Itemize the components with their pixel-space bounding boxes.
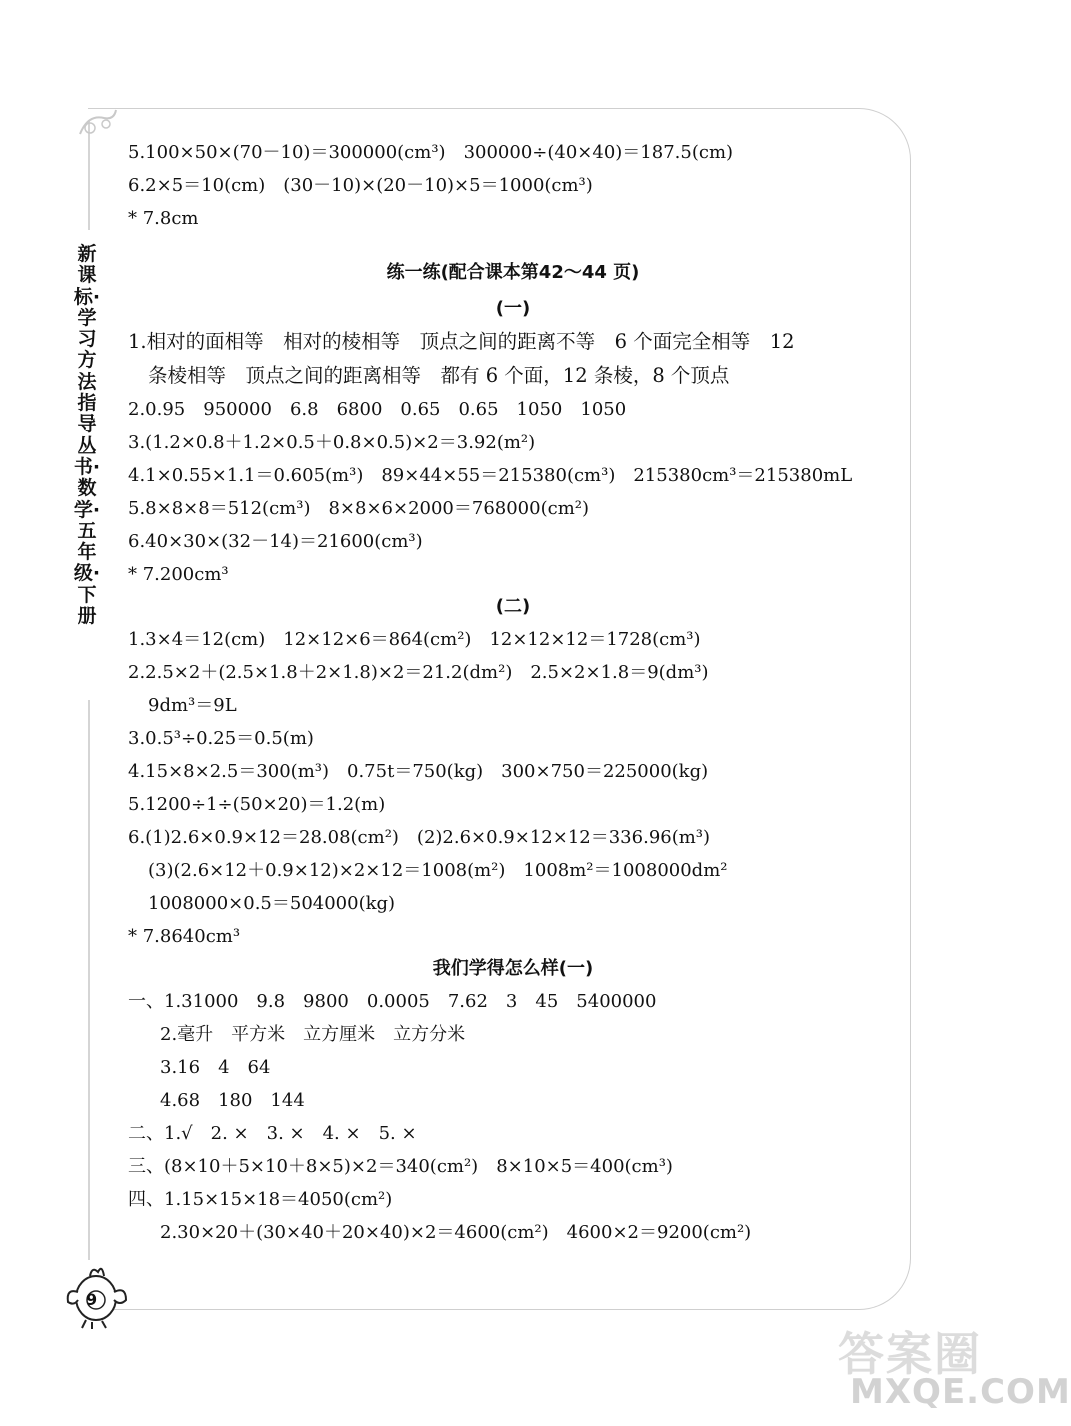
- corner-doodle-icon: [74, 104, 122, 144]
- page-number: 9: [86, 1290, 98, 1309]
- section-title: 我们学得怎么样(一): [432, 958, 594, 979]
- watermark-logo: 答案圈: [838, 1327, 982, 1381]
- answer-line: 6.40×30×(32－14)＝21600(cm³): [128, 531, 423, 552]
- answer-line: 3.16 4 64: [160, 1057, 271, 1078]
- left-rule-bottom: [88, 700, 90, 1260]
- answer-line: 5.1200÷1÷(50×20)＝1.2(m): [128, 794, 386, 815]
- answer-line: 5.8×8×8＝512(cm³) 8×8×6×2000＝768000(cm²): [128, 498, 589, 519]
- subsection-title: (二): [495, 596, 531, 617]
- answer-line: 4.68 180 144: [160, 1090, 305, 1111]
- answer-content: [128, 136, 898, 1249]
- answer-line: 2.2.5×2＋(2.5×1.8＋2×1.8)×2＝21.2(dm²) 2.5×2×1.8＝9(dm³): [128, 662, 709, 683]
- answer-line: 3.0.5³÷0.25＝0.5(m): [128, 728, 314, 749]
- answer-line: 6.2×5＝10(cm) (30－10)×(20－10)×5＝1000(cm³): [128, 175, 593, 196]
- section-title: 练一练(配合课本第42～44 页): [386, 262, 640, 283]
- answer-line: 三、(8×10＋5×10＋8×5)×2＝340(cm²) 8×10×5＝400(cm³): [128, 1156, 673, 1177]
- answer-line: 6.(1)2.6×0.9×12＝28.08(cm²) (2)2.6×0.9×12×12＝336.96(m³): [128, 827, 711, 848]
- watermark-url: MXQE.COM: [850, 1372, 1071, 1412]
- answer-line: * 7.8cm: [128, 208, 199, 229]
- answer-line: 四、1.15×15×18＝4050(cm²): [128, 1189, 393, 1210]
- answer-line: 1008000×0.5＝504000(kg): [148, 893, 396, 914]
- answer-line: 9dm³＝9L: [148, 695, 237, 716]
- answer-line: * 7.200cm³: [128, 564, 229, 585]
- answer-line: 4.15×8×2.5＝300(m³) 0.75t＝750(kg) 300×750＝225000(kg): [128, 761, 709, 782]
- answer-line: 3.(1.2×0.8＋1.2×0.5＋0.8×0.5)×2＝3.92(m²): [128, 432, 536, 453]
- answer-line: (3)(2.6×12＋0.9×12)×2×12＝1008(m²) 1008m²＝1008000dm²: [148, 860, 728, 881]
- answer-line: 条棱相等 顶点之间的距离相等 都有 6 个面，12 条棱，8 个顶点: [148, 364, 730, 387]
- spine-title: 新课标·学习方法指导丛书·数学·五年级·下册: [73, 243, 101, 628]
- answer-line: 4.1×0.55×1.1＝0.605(m³) 89×44×55＝215380(cm³) 215380cm³＝215380mL: [128, 465, 853, 486]
- answer-line: 1.相对的面相等 相对的棱相等 顶点之间的距离不等 6 个面完全相等 12: [128, 330, 795, 353]
- answer-line: 2.0.95 950000 6.8 6800 0.65 0.65 1050 1050: [128, 399, 627, 420]
- answer-line: 2.30×20＋(30×40＋20×40)×2＝4600(cm²) 4600×2＝9200(cm²): [160, 1222, 752, 1243]
- answer-line: 一、1.31000 9.8 9800 0.0005 7.62 3 45 5400000: [128, 991, 657, 1012]
- answer-line: 二、1.√ 2. × 3. × 4. × 5. ×: [128, 1123, 417, 1144]
- answer-line: 1.3×4＝12(cm) 12×12×6＝864(cm²) 12×12×12＝1728(cm³): [128, 629, 701, 650]
- answer-line: * 7.8640cm³: [128, 926, 241, 947]
- subsection-title: (一): [495, 298, 531, 319]
- answer-line: 5.100×50×(70－10)＝300000(cm³) 300000÷(40×40)＝187.5(cm): [128, 142, 734, 163]
- answer-line: 2.毫升 平方米 立方厘米 立方分米: [160, 1024, 466, 1045]
